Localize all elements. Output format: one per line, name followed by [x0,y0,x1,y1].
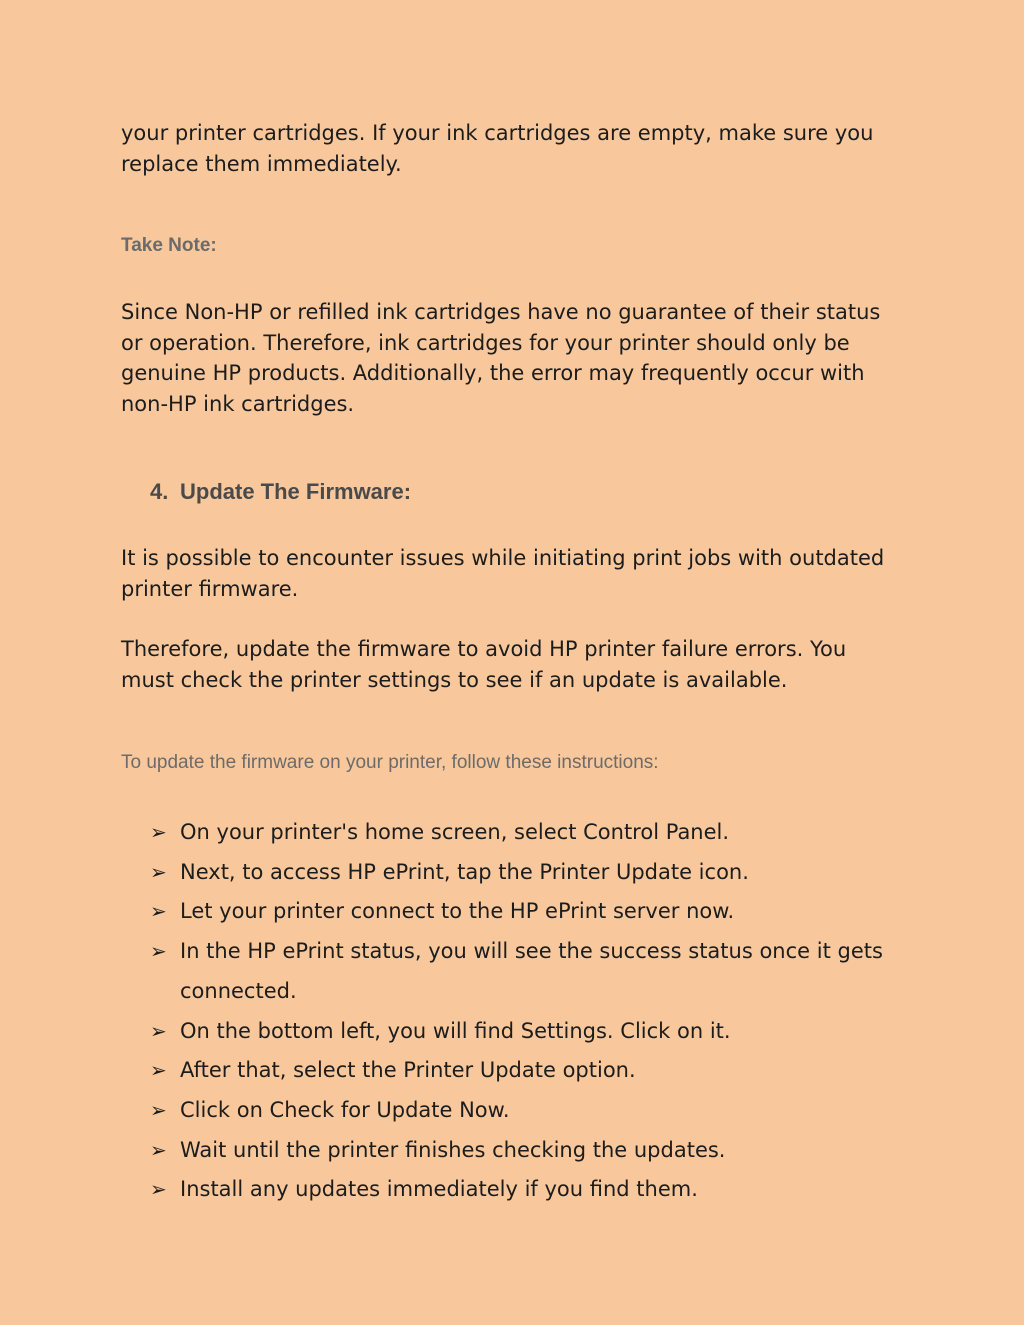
firmware-paragraph-1-block [121,543,901,604]
list-item [150,853,890,893]
step-text: Next, to access HP ePrint, tap the Printer Update icon. [180,859,749,884]
list-item [150,932,890,1011]
arrow-bullet-icon: ➢ [150,1137,167,1162]
list-item [150,1131,890,1171]
arrow-bullet-icon: ➢ [150,1018,167,1043]
step-text: After that, select the Printer Update option. [180,1058,636,1083]
note-paragraph-block [121,297,901,419]
step-text: In the HP ePrint status, you will see the success status once it gets connected. [180,939,883,1003]
note-label: Take Note: [121,235,217,256]
arrow-bullet-icon: ➢ [150,1058,167,1083]
step-text: On your printer's home screen, select Control Panel. [180,820,730,844]
step-text: On the bottom left, you will find Settings. Click on it. [180,1018,731,1043]
list-item [150,813,890,853]
list-item [150,892,890,932]
arrow-bullet-icon: ➢ [150,820,167,844]
arrow-bullet-icon: ➢ [150,899,167,924]
list-item [150,1012,890,1052]
arrow-bullet-icon: ➢ [150,1097,167,1122]
firmware-paragraph-2: Therefore, update the firmware to avoid HP printer failure errors. You must check the printer settings to see if an update is available. [121,637,847,692]
note-label-block [121,235,901,257]
section-heading [150,479,411,505]
list-item [150,1091,890,1131]
arrow-bullet-icon: ➢ [150,939,167,964]
list-item [150,1170,890,1210]
firmware-paragraph-1: It is possible to encounter issues while initiating print jobs with outdated printer firmware. [121,546,885,601]
arrow-bullet-icon: ➢ [150,859,167,884]
instruction-steps-list [150,813,890,1210]
arrow-bullet-icon: ➢ [150,1177,167,1202]
step-text: Let your printer connect to the HP ePrint server now. [180,899,735,924]
section-number: 4. [150,479,169,504]
step-text: Install any updates immediately if you find them. [180,1177,698,1202]
firmware-paragraph-2-block [121,634,901,695]
step-text: Wait until the printer finishes checking the updates. [180,1137,726,1162]
section-title: Update The Firmware: [180,479,412,504]
instructions-intro-block [121,752,901,774]
step-text: Click on Check for Update Now. [180,1097,510,1122]
list-item [150,1051,890,1091]
instructions-intro: To update the firmware on your printer, follow these instructions: [121,752,659,773]
intro-paragraph-block [121,118,901,179]
note-paragraph: Since Non-HP or refilled ink cartridges have no guarantee of their status or operation. Therefore, ink cartridges for your printer should only be genuine HP products. Additionally, the error may frequently occur with non-HP ink cartridges. [121,300,881,416]
intro-paragraph: your printer cartridges. If your ink cartridges are empty, make sure you replace them immediately. [121,121,874,176]
